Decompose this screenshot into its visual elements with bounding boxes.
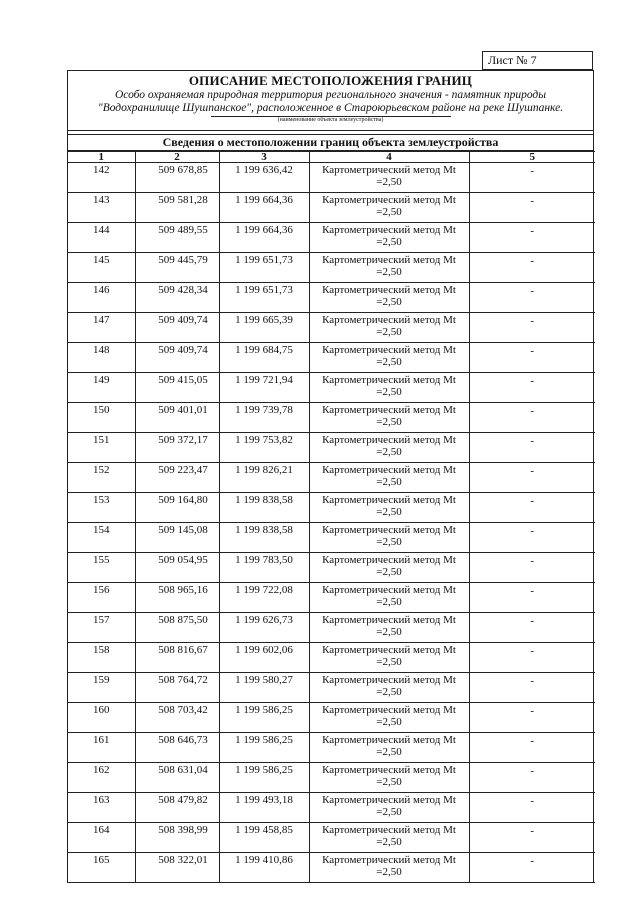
method-cell: Картометрический метод Mt =2,50	[309, 163, 469, 193]
y-coordinate-cell: 1 199 722,08	[219, 583, 309, 613]
table-header-row	[68, 152, 595, 163]
method-cell: Картометрический метод Mt =2,50	[309, 313, 469, 343]
x-coordinate-cell: 509 164,80	[135, 493, 219, 523]
method-cell: Картометрический метод Mt =2,50	[309, 823, 469, 853]
table-row	[68, 793, 595, 823]
point-number-cell: 146	[68, 283, 135, 313]
note-cell: -	[469, 193, 595, 223]
table-row	[68, 553, 595, 583]
y-coordinate-cell: 1 199 665,39	[219, 313, 309, 343]
method-cell: Картометрический метод Mt =2,50	[309, 733, 469, 763]
table-row	[68, 853, 595, 883]
table-row	[68, 643, 595, 673]
y-coordinate-cell: 1 199 739,78	[219, 403, 309, 433]
x-coordinate-cell: 508 703,42	[135, 703, 219, 733]
point-number-cell: 162	[68, 763, 135, 793]
document-title: ОПИСАНИЕ МЕСТОПОЛОЖЕНИЯ ГРАНИЦ	[188, 73, 473, 88]
point-number-cell: 160	[68, 703, 135, 733]
x-coordinate-cell: 508 398,99	[135, 823, 219, 853]
point-number-cell: 164	[68, 823, 135, 853]
y-coordinate-cell: 1 199 493,18	[219, 793, 309, 823]
title-block	[68, 73, 593, 131]
y-coordinate-cell: 1 199 636,42	[219, 163, 309, 193]
x-coordinate-cell: 508 816,67	[135, 643, 219, 673]
x-coordinate-cell: 509 145,08	[135, 523, 219, 553]
y-coordinate-cell: 1 199 410,86	[219, 853, 309, 883]
note-cell: -	[469, 403, 595, 433]
note-cell: -	[469, 703, 595, 733]
method-cell: Картометрический метод Mt =2,50	[309, 673, 469, 703]
point-number-cell: 144	[68, 223, 135, 253]
x-coordinate-cell: 508 965,16	[135, 583, 219, 613]
table-row	[68, 823, 595, 853]
note-cell: -	[469, 643, 595, 673]
point-number-cell: 161	[68, 733, 135, 763]
y-coordinate-cell: 1 199 602,06	[219, 643, 309, 673]
method-cell: Картометрический метод Mt =2,50	[309, 793, 469, 823]
note-cell: -	[469, 613, 595, 643]
table-row	[68, 523, 595, 553]
point-number-cell: 154	[68, 523, 135, 553]
note-cell: -	[469, 493, 595, 523]
table-row	[68, 673, 595, 703]
y-coordinate-cell: 1 199 721,94	[219, 373, 309, 403]
y-coordinate-cell: 1 199 651,73	[219, 253, 309, 283]
table-row	[68, 763, 595, 793]
x-coordinate-cell: 509 409,74	[135, 343, 219, 373]
point-number-cell: 157	[68, 613, 135, 643]
note-cell: -	[469, 793, 595, 823]
x-coordinate-cell: 509 401,01	[135, 403, 219, 433]
x-coordinate-cell: 508 875,50	[135, 613, 219, 643]
x-coordinate-cell: 509 223,47	[135, 463, 219, 493]
table-row	[68, 163, 595, 193]
section-title: Сведения о местоположении границ объекта землеустройства	[68, 134, 593, 151]
column-header-2: 2	[135, 152, 219, 163]
note-cell: -	[469, 433, 595, 463]
method-cell: Картометрический метод Mt =2,50	[309, 613, 469, 643]
y-coordinate-cell: 1 199 684,75	[219, 343, 309, 373]
method-cell: Картометрический метод Mt =2,50	[309, 583, 469, 613]
note-cell: -	[469, 313, 595, 343]
note-cell: -	[469, 823, 595, 853]
note-cell: -	[469, 463, 595, 493]
y-coordinate-cell: 1 199 838,58	[219, 523, 309, 553]
boundary-table	[68, 151, 595, 883]
note-cell: -	[469, 223, 595, 253]
method-cell: Картометрический метод Mt =2,50	[309, 853, 469, 883]
point-number-cell: 152	[68, 463, 135, 493]
x-coordinate-cell: 508 646,73	[135, 733, 219, 763]
method-cell: Картометрический метод Mt =2,50	[309, 523, 469, 553]
note-cell: -	[469, 253, 595, 283]
table-row	[68, 193, 595, 223]
y-coordinate-cell: 1 199 838,58	[219, 493, 309, 523]
point-number-cell: 150	[68, 403, 135, 433]
x-coordinate-cell: 509 678,85	[135, 163, 219, 193]
table-row	[68, 583, 595, 613]
table-body	[68, 163, 595, 883]
method-cell: Картометрический метод Mt =2,50	[309, 193, 469, 223]
table-row	[68, 223, 595, 253]
table-row	[68, 613, 595, 643]
point-number-cell: 149	[68, 373, 135, 403]
note-cell: -	[469, 163, 595, 193]
column-header-4: 4	[309, 152, 469, 163]
table-row	[68, 373, 595, 403]
x-coordinate-cell: 508 631,04	[135, 763, 219, 793]
column-header-1: 1	[68, 152, 135, 163]
point-number-cell: 151	[68, 433, 135, 463]
note-cell: -	[469, 583, 595, 613]
method-cell: Картометрический метод Mt =2,50	[309, 433, 469, 463]
table-row	[68, 433, 595, 463]
table-row	[68, 253, 595, 283]
y-coordinate-cell: 1 199 586,25	[219, 763, 309, 793]
y-coordinate-cell: 1 199 753,82	[219, 433, 309, 463]
x-coordinate-cell: 509 428,34	[135, 283, 219, 313]
method-cell: Картометрический метод Mt =2,50	[309, 403, 469, 433]
x-coordinate-cell: 508 479,82	[135, 793, 219, 823]
x-coordinate-cell: 509 409,74	[135, 313, 219, 343]
method-cell: Картометрический метод Mt =2,50	[309, 493, 469, 523]
note-cell: -	[469, 853, 595, 883]
note-cell: -	[469, 343, 595, 373]
y-coordinate-cell: 1 199 586,25	[219, 703, 309, 733]
y-coordinate-cell: 1 199 664,36	[219, 223, 309, 253]
method-cell: Картометрический метод Mt =2,50	[309, 373, 469, 403]
method-cell: Картометрический метод Mt =2,50	[309, 253, 469, 283]
y-coordinate-cell: 1 199 458,85	[219, 823, 309, 853]
note-cell: -	[469, 553, 595, 583]
x-coordinate-cell: 509 054,95	[135, 553, 219, 583]
table-row	[68, 313, 595, 343]
method-cell: Картометрический метод Mt =2,50	[309, 343, 469, 373]
method-cell: Картометрический метод Mt =2,50	[309, 763, 469, 793]
x-coordinate-cell: 508 322,01	[135, 853, 219, 883]
object-description-line-2: "Водохранилище Шушпанское", расположенное в Староюрьевском районе на реке Шушпанке.	[97, 102, 564, 114]
table-row	[68, 283, 595, 313]
y-coordinate-cell: 1 199 580,27	[219, 673, 309, 703]
y-coordinate-cell: 1 199 626,73	[219, 613, 309, 643]
table-row	[68, 463, 595, 493]
point-number-cell: 142	[68, 163, 135, 193]
note-cell: -	[469, 673, 595, 703]
table-row	[68, 403, 595, 433]
method-cell: Картометрический метод Mt =2,50	[309, 223, 469, 253]
y-coordinate-cell: 1 199 651,73	[219, 283, 309, 313]
x-coordinate-cell: 509 415,05	[135, 373, 219, 403]
column-header-3: 3	[219, 152, 309, 163]
table-row	[68, 493, 595, 523]
method-cell: Картометрический метод Mt =2,50	[309, 703, 469, 733]
note-cell: -	[469, 763, 595, 793]
point-number-cell: 153	[68, 493, 135, 523]
y-coordinate-cell: 1 199 664,36	[219, 193, 309, 223]
sheet-number: Лист № 7	[482, 51, 593, 70]
method-cell: Картометрический метод Mt =2,50	[309, 553, 469, 583]
method-cell: Картометрический метод Mt =2,50	[309, 283, 469, 313]
note-cell: -	[469, 373, 595, 403]
x-coordinate-cell: 508 764,72	[135, 673, 219, 703]
note-cell: -	[469, 283, 595, 313]
x-coordinate-cell: 509 581,28	[135, 193, 219, 223]
point-number-cell: 163	[68, 793, 135, 823]
table-row	[68, 733, 595, 763]
x-coordinate-cell: 509 489,55	[135, 223, 219, 253]
point-number-cell: 148	[68, 343, 135, 373]
point-number-cell: 165	[68, 853, 135, 883]
method-cell: Картометрический метод Mt =2,50	[309, 463, 469, 493]
point-number-cell: 145	[68, 253, 135, 283]
document-frame	[67, 70, 594, 883]
point-number-cell: 159	[68, 673, 135, 703]
column-header-5: 5	[469, 152, 595, 163]
note-cell: -	[469, 733, 595, 763]
note-cell: -	[469, 523, 595, 553]
x-coordinate-cell: 509 372,17	[135, 433, 219, 463]
object-description-line-1: Особо охраняемая природная территория регионального значения - памятник природы	[114, 89, 547, 101]
table-row	[68, 703, 595, 733]
method-cell: Картометрический метод Mt =2,50	[309, 643, 469, 673]
point-number-cell: 143	[68, 193, 135, 223]
point-number-cell: 155	[68, 553, 135, 583]
y-coordinate-cell: 1 199 586,25	[219, 733, 309, 763]
y-coordinate-cell: 1 199 783,50	[219, 553, 309, 583]
table-row	[68, 343, 595, 373]
object-caption: (наименование объекта землеустройства)	[211, 116, 451, 124]
point-number-cell: 147	[68, 313, 135, 343]
y-coordinate-cell: 1 199 826,21	[219, 463, 309, 493]
point-number-cell: 156	[68, 583, 135, 613]
point-number-cell: 158	[68, 643, 135, 673]
x-coordinate-cell: 509 445,79	[135, 253, 219, 283]
